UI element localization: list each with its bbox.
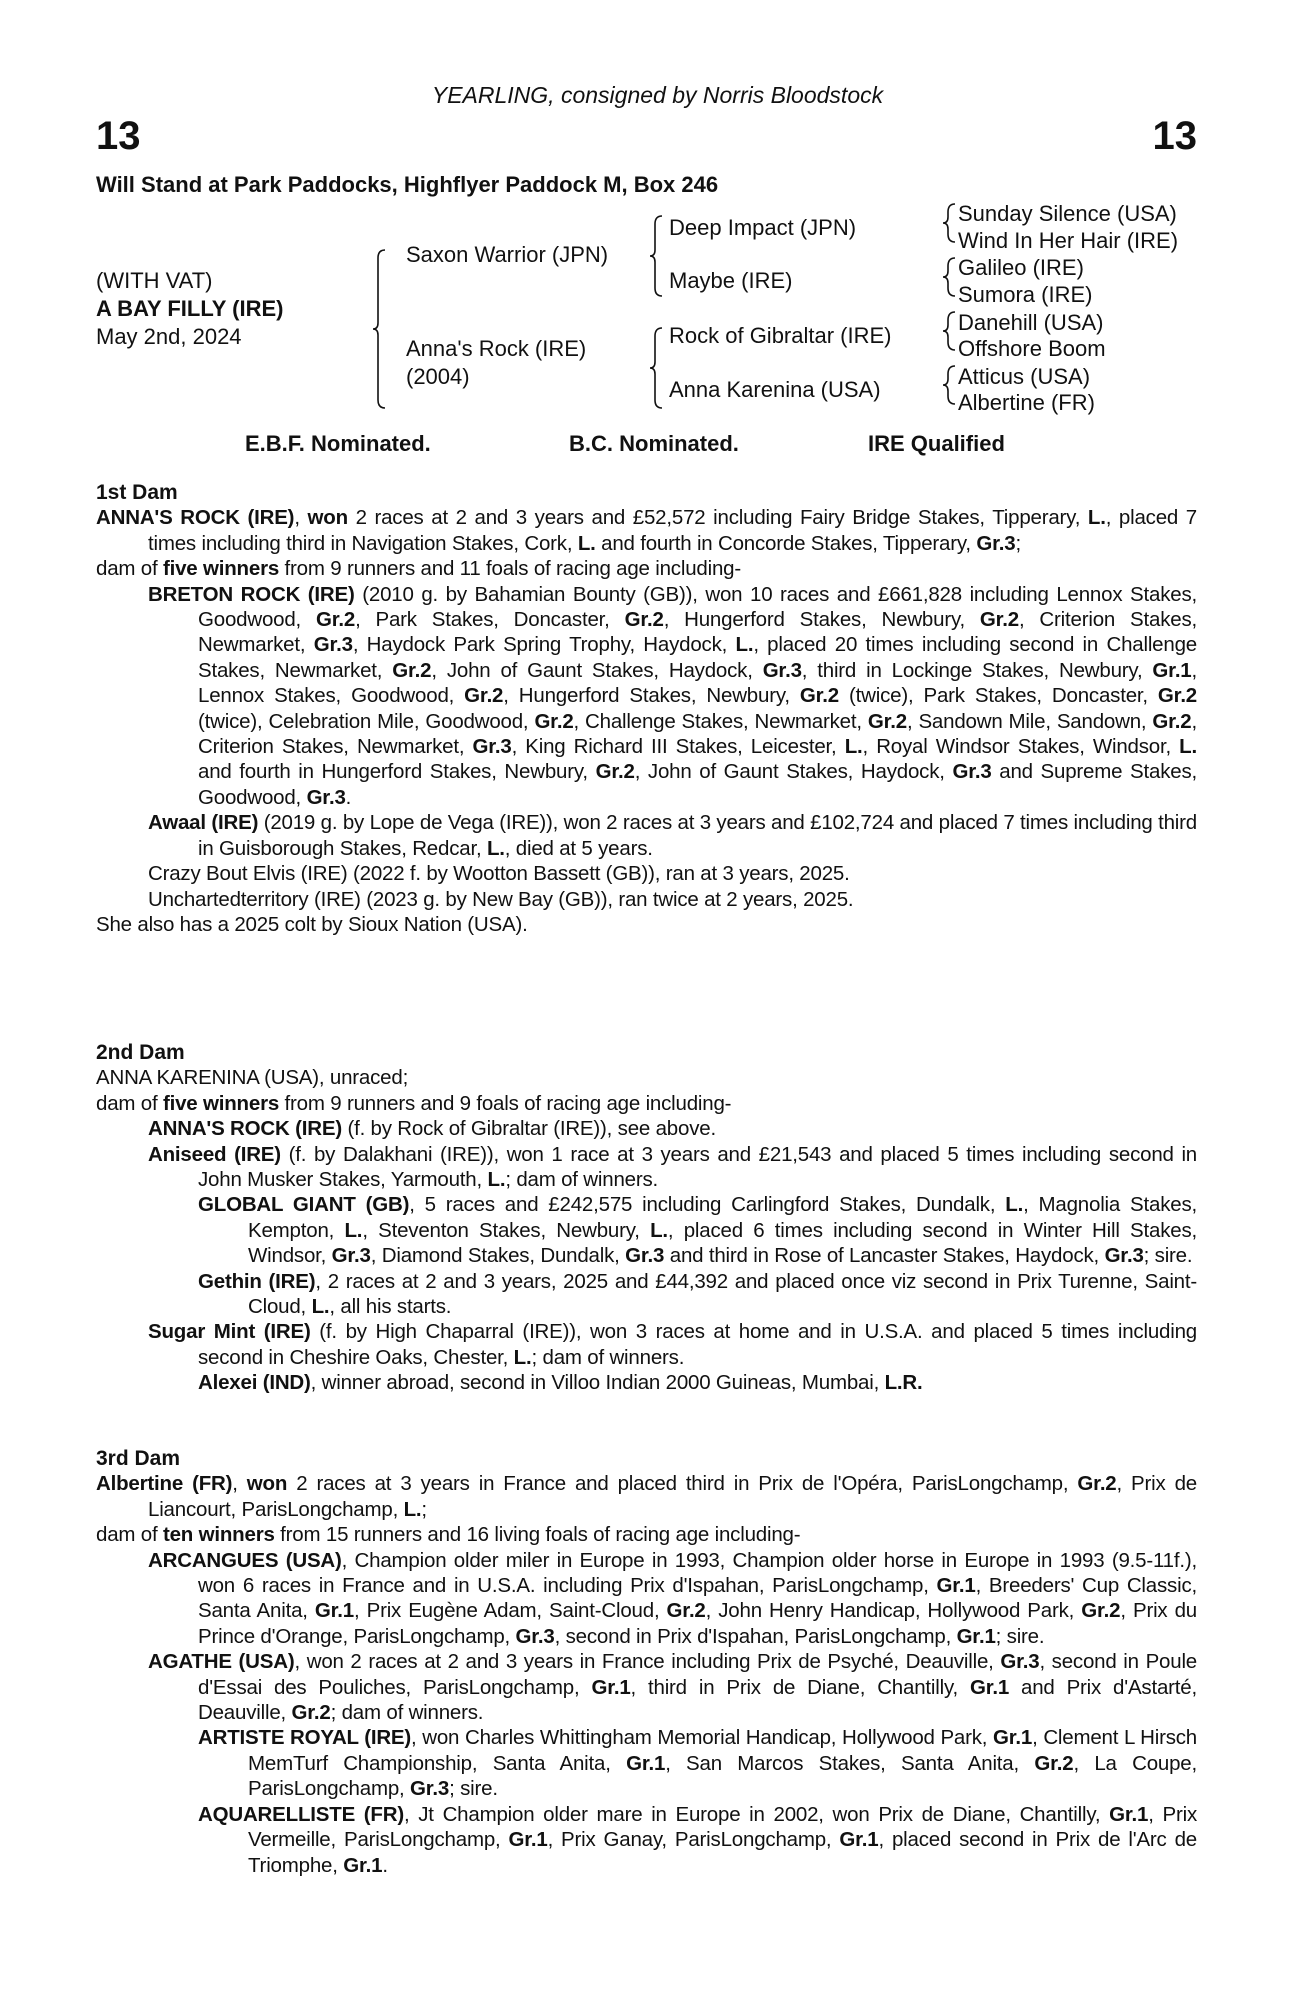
bold-text: Gr.3	[976, 531, 1016, 555]
text: 2 races at 3 years in France and placed third in Prix de l'Opéra, ParisLongchamp,	[287, 1472, 1078, 1496]
text: , 2 races at 2 and 3 years, 2025 and £44,392 and placed once viz second in Prix Turenne, Saint-Cloud,	[248, 1269, 1197, 1319]
pedigree-entry	[96, 1802, 1197, 1878]
text: , died at 5 years.	[504, 836, 653, 860]
bold-text: Gr.2	[624, 608, 664, 632]
text: , John of Gaunt Stakes, Haydock,	[431, 658, 763, 682]
bold-text: Gr.3	[410, 1777, 450, 1801]
bold-text: Gr.1	[1152, 658, 1192, 682]
text: ; dam of winners.	[531, 1345, 685, 1369]
text: , Challenge Stakes, Newmarket,	[573, 709, 868, 733]
bold-text: Gr.1	[508, 1828, 548, 1852]
bold-text: Gr.1	[839, 1828, 879, 1852]
text: (twice), Park Stakes, Doncaster,	[838, 684, 1158, 708]
text: , King Richard III Stakes, Leicester,	[511, 735, 845, 759]
text: Crazy Bout Elvis (IRE) (2022 f. by Wootton Bassett (GB)), ran at 3 years, 2025.	[148, 862, 850, 886]
lot-number-left: 13	[96, 114, 141, 158]
pedigree-entry	[96, 1522, 1197, 1547]
text: (f. by Dalakhani (IRE)), won 1 race at 3 years and £21,543 and placed 5 times including second in John Musker Stakes, Yarmouth,	[198, 1142, 1198, 1192]
bold-text: Gr.2	[291, 1701, 331, 1725]
bold-text: L.	[403, 1497, 422, 1521]
sire-sire: Deep Impact (JPN)	[669, 215, 857, 240]
bold-text: Alexei (IND)	[198, 1371, 311, 1395]
bold-text: Awaal (IRE)	[148, 811, 259, 835]
pedigree-entry	[96, 1725, 1197, 1801]
section-2nd-dam	[96, 1040, 1197, 1396]
pedigree-entry	[96, 1065, 1197, 1090]
bold-text: L.	[735, 633, 754, 657]
ancestor-gen3: Galileo (IRE)	[958, 255, 1084, 280]
text: and third in Rose of Lancaster Stakes, Haydock,	[664, 1244, 1105, 1268]
text: from 9 runners and 11 foals of racing age including-	[279, 557, 741, 581]
text: , John Henry Handicap, Hollywood Park,	[705, 1599, 1082, 1623]
text: , Prix Ganay, ParisLongchamp,	[547, 1828, 840, 1852]
bold-text: L.	[577, 531, 596, 555]
bold-text: Gr.2	[1077, 1472, 1117, 1496]
text: She also has a 2025 colt by Sioux Nation (USA).	[96, 912, 528, 936]
text: , Haydock Park Spring Trophy, Haydock,	[352, 633, 736, 657]
section-title: 2nd Dam	[96, 1041, 185, 1064]
text: , Clement L Hirsch MemTurf Championship, Santa Anita,	[248, 1726, 1197, 1775]
bold-text: GLOBAL GIANT (GB)	[198, 1193, 410, 1217]
pedigree-entry	[96, 810, 1197, 861]
text: from 9 runners and 9 foals of racing age including-	[279, 1091, 732, 1115]
text: , Hungerford Stakes, Newbury,	[663, 608, 980, 632]
text: ;	[421, 1497, 427, 1521]
text: dam of	[96, 1523, 163, 1547]
text: , second in Poule d'Essai des Pouliches, ParisLongchamp,	[198, 1650, 1198, 1699]
text: , second in Prix d'Ispahan, ParisLongchamp,	[554, 1624, 957, 1648]
text: ;	[1015, 531, 1021, 555]
pedigree-entry	[96, 1192, 1197, 1268]
text: , placed 7 times including third in Navigation Stakes, Cork,	[148, 506, 1197, 555]
text: , Diamond Stakes, Dundalk,	[370, 1244, 626, 1268]
pedigree-entry	[96, 1091, 1197, 1116]
brace-icon	[943, 366, 955, 404]
text: , Magnolia Stakes, Kempton,	[248, 1193, 1198, 1242]
bold-text: Gr.3	[1104, 1244, 1144, 1268]
bold-text: Gr.2	[534, 709, 574, 733]
bold-text: Gr.2	[1034, 1751, 1074, 1775]
consignment-line: YEARLING, consigned by Norris Bloodstock	[431, 82, 884, 108]
text: from 15 runners and 16 living foals of racing age including-	[274, 1523, 801, 1547]
bold-text: Sugar Mint (IRE)	[148, 1320, 311, 1344]
bold-text: Gr.3	[952, 760, 992, 784]
bold-text: L.	[844, 735, 863, 759]
bold-text: L.	[311, 1295, 330, 1319]
stand-location: Will Stand at Park Paddocks, Highflyer Paddock M, Box 246	[96, 172, 719, 197]
pedigree-entry	[96, 912, 1197, 937]
sire: Saxon Warrior (JPN)	[406, 242, 609, 267]
bold-text: BRETON ROCK (IRE)	[148, 582, 355, 606]
bold-text: Gr.1	[1109, 1802, 1149, 1826]
pedigree-entry	[96, 505, 1197, 556]
bold-text: ARCANGUES (USA)	[148, 1548, 342, 1572]
pedigree-entry	[96, 1370, 1197, 1395]
ancestor-gen3: Atticus (USA)	[958, 364, 1091, 389]
bold-text: five winners	[162, 557, 280, 581]
bold-text: Gr.3	[762, 658, 802, 682]
bold-text: Gr.1	[956, 1624, 996, 1648]
bold-text: ten winners	[162, 1523, 275, 1547]
text: .	[382, 1853, 388, 1877]
bold-text: Gr.1	[936, 1574, 976, 1598]
bold-text: won	[246, 1472, 288, 1496]
bold-text: Gr.3	[515, 1624, 555, 1648]
bold-text: Gr.1	[314, 1599, 354, 1623]
text: , Prix de Liancourt, ParisLongchamp,	[148, 1472, 1197, 1521]
text: 2 races at 2 and 3 years and £52,572 including Fairy Bridge Stakes, Tipperary,	[347, 506, 1088, 530]
text: (f. by Rock of Gibraltar (IRE)), see above.	[341, 1117, 716, 1141]
text: ; sire.	[449, 1777, 498, 1801]
text: , Criterion Stakes, Newmarket,	[198, 608, 1197, 657]
bold-text: L.	[487, 1168, 506, 1192]
text: and fourth in Hungerford Stakes, Newbury,	[198, 760, 596, 784]
brace-icon	[373, 250, 385, 408]
bold-text: L.	[650, 1218, 668, 1242]
text: , third in Prix de Diane, Chantilly,	[630, 1675, 970, 1699]
text: , winner abroad, second in Villoo Indian 2000 Guineas, Mumbai,	[310, 1371, 885, 1395]
text: , Royal Windsor Stakes, Windsor,	[862, 735, 1180, 759]
vat-note: (WITH VAT)	[96, 268, 213, 293]
brace-icon	[943, 204, 955, 242]
pedigree-entry	[96, 556, 1197, 581]
ancestor-gen3: Danehill (USA)	[958, 310, 1104, 335]
bold-text: L.R.	[884, 1371, 923, 1395]
text: , Prix Eugène Adam, Saint-Cloud,	[353, 1599, 667, 1623]
text: , placed 6 times including second in Winter Hill Stakes, Windsor,	[248, 1218, 1197, 1268]
pedigree-entry	[96, 1649, 1197, 1725]
bold-text: AQUARELLISTE (FR)	[198, 1802, 404, 1826]
text: ; sire.	[1143, 1244, 1193, 1268]
text: , Prix Vermeille, ParisLongchamp,	[248, 1802, 1197, 1852]
bold-text: L.	[486, 836, 505, 860]
section-1st-dam	[96, 480, 1197, 937]
lot-number-right: 13	[1152, 114, 1197, 158]
pedigree-entry	[96, 887, 1197, 912]
pedigree-entry	[96, 1142, 1197, 1193]
dam: Anna's Rock (IRE)	[406, 336, 587, 361]
bold-text: Albertine (FR)	[96, 1472, 233, 1496]
bold-text: Gr.2	[595, 760, 635, 784]
bold-text: L.	[1087, 506, 1106, 530]
section-title: 3rd Dam	[96, 1447, 181, 1470]
bold-text: Gr.3	[313, 633, 353, 657]
text: , Criterion Stakes, Newmarket,	[198, 709, 1197, 759]
pedigree-entry	[96, 582, 1197, 811]
bold-text: Gr.2	[315, 608, 356, 632]
text: , San Marcos Stakes, Santa Anita,	[665, 1751, 1035, 1775]
bold-text: Gr.1	[969, 1675, 1010, 1699]
text: , 5 races and £242,575 including Carlingford Stakes, Dundalk,	[409, 1193, 1006, 1217]
bc-nomination: B.C. Nominated.	[569, 431, 739, 456]
text: , Steventon Stakes, Newbury,	[362, 1218, 651, 1242]
pedigree-entry	[96, 1471, 1197, 1522]
text: Unchartedterritory (IRE) (2023 g. by New Bay (GB)), ran twice at 2 years, 2025.	[148, 887, 854, 911]
brace-icon	[650, 328, 662, 408]
text: , Prix du Prince d'Orange, ParisLongchamp,	[198, 1599, 1197, 1648]
ire-qualification: IRE Qualified	[868, 431, 1005, 456]
text: dam of	[96, 1091, 163, 1115]
text: , Lennox Stakes, Goodwood,	[198, 658, 1198, 708]
bold-text: L.	[1179, 735, 1197, 759]
bold-text: Gr.1	[626, 1751, 666, 1775]
pedigree-entry	[96, 1319, 1197, 1370]
brace-icon	[943, 312, 955, 350]
text: (2019 g. by Lope de Vega (IRE)), won 2 races at 3 years and £102,724 and placed 7 times including third in Guisborough Stakes, Redcar,	[198, 811, 1197, 860]
bold-text: Aniseed (IRE)	[148, 1142, 281, 1166]
text: (2010 g. by Bahamian Bounty (GB)), won 10 races and £661,828 including Lennox Stakes, Goodwood,	[198, 582, 1197, 632]
sire-dam: Maybe (IRE)	[669, 268, 793, 293]
bold-text: Gr.3	[306, 785, 346, 809]
text: (twice), Celebration Mile, Goodwood,	[198, 709, 535, 733]
text: ANNA KARENINA (USA), unraced;	[96, 1066, 409, 1090]
pedigree-entry	[96, 861, 1197, 886]
dam-dam: Anna Karenina (USA)	[669, 377, 881, 402]
bold-text: five winners	[162, 1091, 280, 1115]
text: ; dam of winners.	[505, 1168, 659, 1192]
bold-text: Gr.2	[1157, 684, 1198, 708]
text: , placed 20 times including second in Challenge Stakes, Newmarket,	[198, 633, 1197, 682]
text: , Park Stakes, Doncaster,	[355, 608, 625, 632]
text: , Champion older miler in Europe in 1993, Champion older horse in Europe in 1993 (9.5-11f.), won 6 races in France and in U.S.A. including Prix d'Ispahan, ParisLongchamp,	[198, 1548, 1197, 1598]
bold-text: L.	[1005, 1193, 1024, 1217]
bold-text: Gr.1	[343, 1853, 383, 1877]
brace-icon	[650, 216, 662, 296]
bold-text: ANNA'S ROCK (IRE)	[96, 506, 295, 530]
bold-text: Gr.1	[591, 1675, 631, 1699]
text: , Breeders' Cup Classic, Santa Anita,	[198, 1574, 1197, 1623]
bold-text: Gr.1	[993, 1726, 1033, 1750]
bold-text: Gethin (IRE)	[198, 1269, 316, 1293]
pedigree-entry	[96, 1269, 1197, 1320]
bold-text: Gr.3	[625, 1244, 665, 1268]
text: ; sire.	[995, 1624, 1045, 1648]
text: and fourth in Concorde Stakes, Tipperary,	[595, 531, 977, 555]
text: , third in Lockinge Stakes, Newbury,	[801, 658, 1153, 682]
ancestor-gen3: Sumora (IRE)	[958, 282, 1093, 307]
foaling-date: May 2nd, 2024	[96, 324, 242, 349]
dam-sire: Rock of Gibraltar (IRE)	[669, 323, 892, 348]
text: , La Coupe, ParisLongchamp,	[248, 1751, 1197, 1801]
bold-text: L.	[344, 1218, 363, 1242]
text: ,	[232, 1472, 247, 1496]
bold-text: Gr.2	[1081, 1599, 1121, 1623]
text: ; dam of winners.	[330, 1701, 484, 1725]
section-title: 1st Dam	[96, 481, 178, 504]
text: and Prix d'Astarté, Deauville,	[198, 1675, 1197, 1725]
ancestor-gen3: Wind In Her Hair (IRE)	[958, 228, 1179, 253]
bold-text: Gr.2	[392, 658, 432, 682]
bold-text: L.	[513, 1345, 532, 1369]
text: , all his starts.	[329, 1295, 452, 1319]
text: .	[345, 785, 352, 809]
ancestor-gen3: Sunday Silence (USA)	[958, 201, 1177, 226]
bold-text: Gr.3	[1000, 1650, 1040, 1674]
ancestor-gen3: Offshore Boom	[958, 336, 1106, 361]
brace-icon	[943, 258, 955, 296]
bold-text: Gr.2	[666, 1599, 706, 1623]
bold-text: Gr.2	[1152, 709, 1192, 733]
horse-name: A BAY FILLY (IRE)	[96, 296, 284, 321]
text: (f. by High Chaparral (IRE)), won 3 races at home and in U.S.A. and placed 5 times including second in Cheshire Oaks, Chester,	[198, 1320, 1197, 1369]
text: , placed second in Prix de l'Arc de Triomphe,	[248, 1828, 1197, 1877]
ancestor-gen3: Albertine (FR)	[958, 390, 1095, 415]
text: and Supreme Stakes, Goodwood,	[198, 760, 1198, 809]
bold-text: Gr.3	[331, 1244, 371, 1268]
text: , won Charles Whittingham Memorial Handicap, Hollywood Park,	[411, 1726, 994, 1750]
text: , Sandown Mile, Sandown,	[906, 709, 1153, 733]
text: , John of Gaunt Stakes, Haydock,	[634, 760, 953, 784]
bold-text: Gr.2	[464, 684, 504, 708]
bold-text: Gr.2	[867, 709, 907, 733]
text: dam of	[96, 557, 163, 581]
text: , Hungerford Stakes, Newbury,	[503, 684, 800, 708]
pedigree-entry	[96, 1548, 1197, 1650]
bold-text: Gr.2	[979, 608, 1019, 632]
bold-text: won	[307, 506, 348, 530]
text: ,	[294, 506, 308, 530]
text: , Jt Champion older mare in Europe in 2002, won Prix de Diane, Chantilly,	[404, 1802, 1110, 1826]
bold-text: Gr.3	[472, 735, 512, 759]
bold-text: AGATHE (USA)	[148, 1650, 295, 1674]
bold-text: Gr.2	[799, 684, 839, 708]
bold-text: ANNA'S ROCK (IRE)	[148, 1117, 342, 1141]
text: , won 2 races at 2 and 3 years in France including Prix de Psyché, Deauville,	[294, 1650, 1001, 1674]
ebf-nomination: E.B.F. Nominated.	[245, 431, 431, 456]
bold-text: ARTISTE ROYAL (IRE)	[198, 1726, 412, 1750]
dam-year: (2004)	[406, 364, 470, 389]
section-3rd-dam	[96, 1446, 1197, 1878]
pedigree-entry	[96, 1116, 1197, 1141]
